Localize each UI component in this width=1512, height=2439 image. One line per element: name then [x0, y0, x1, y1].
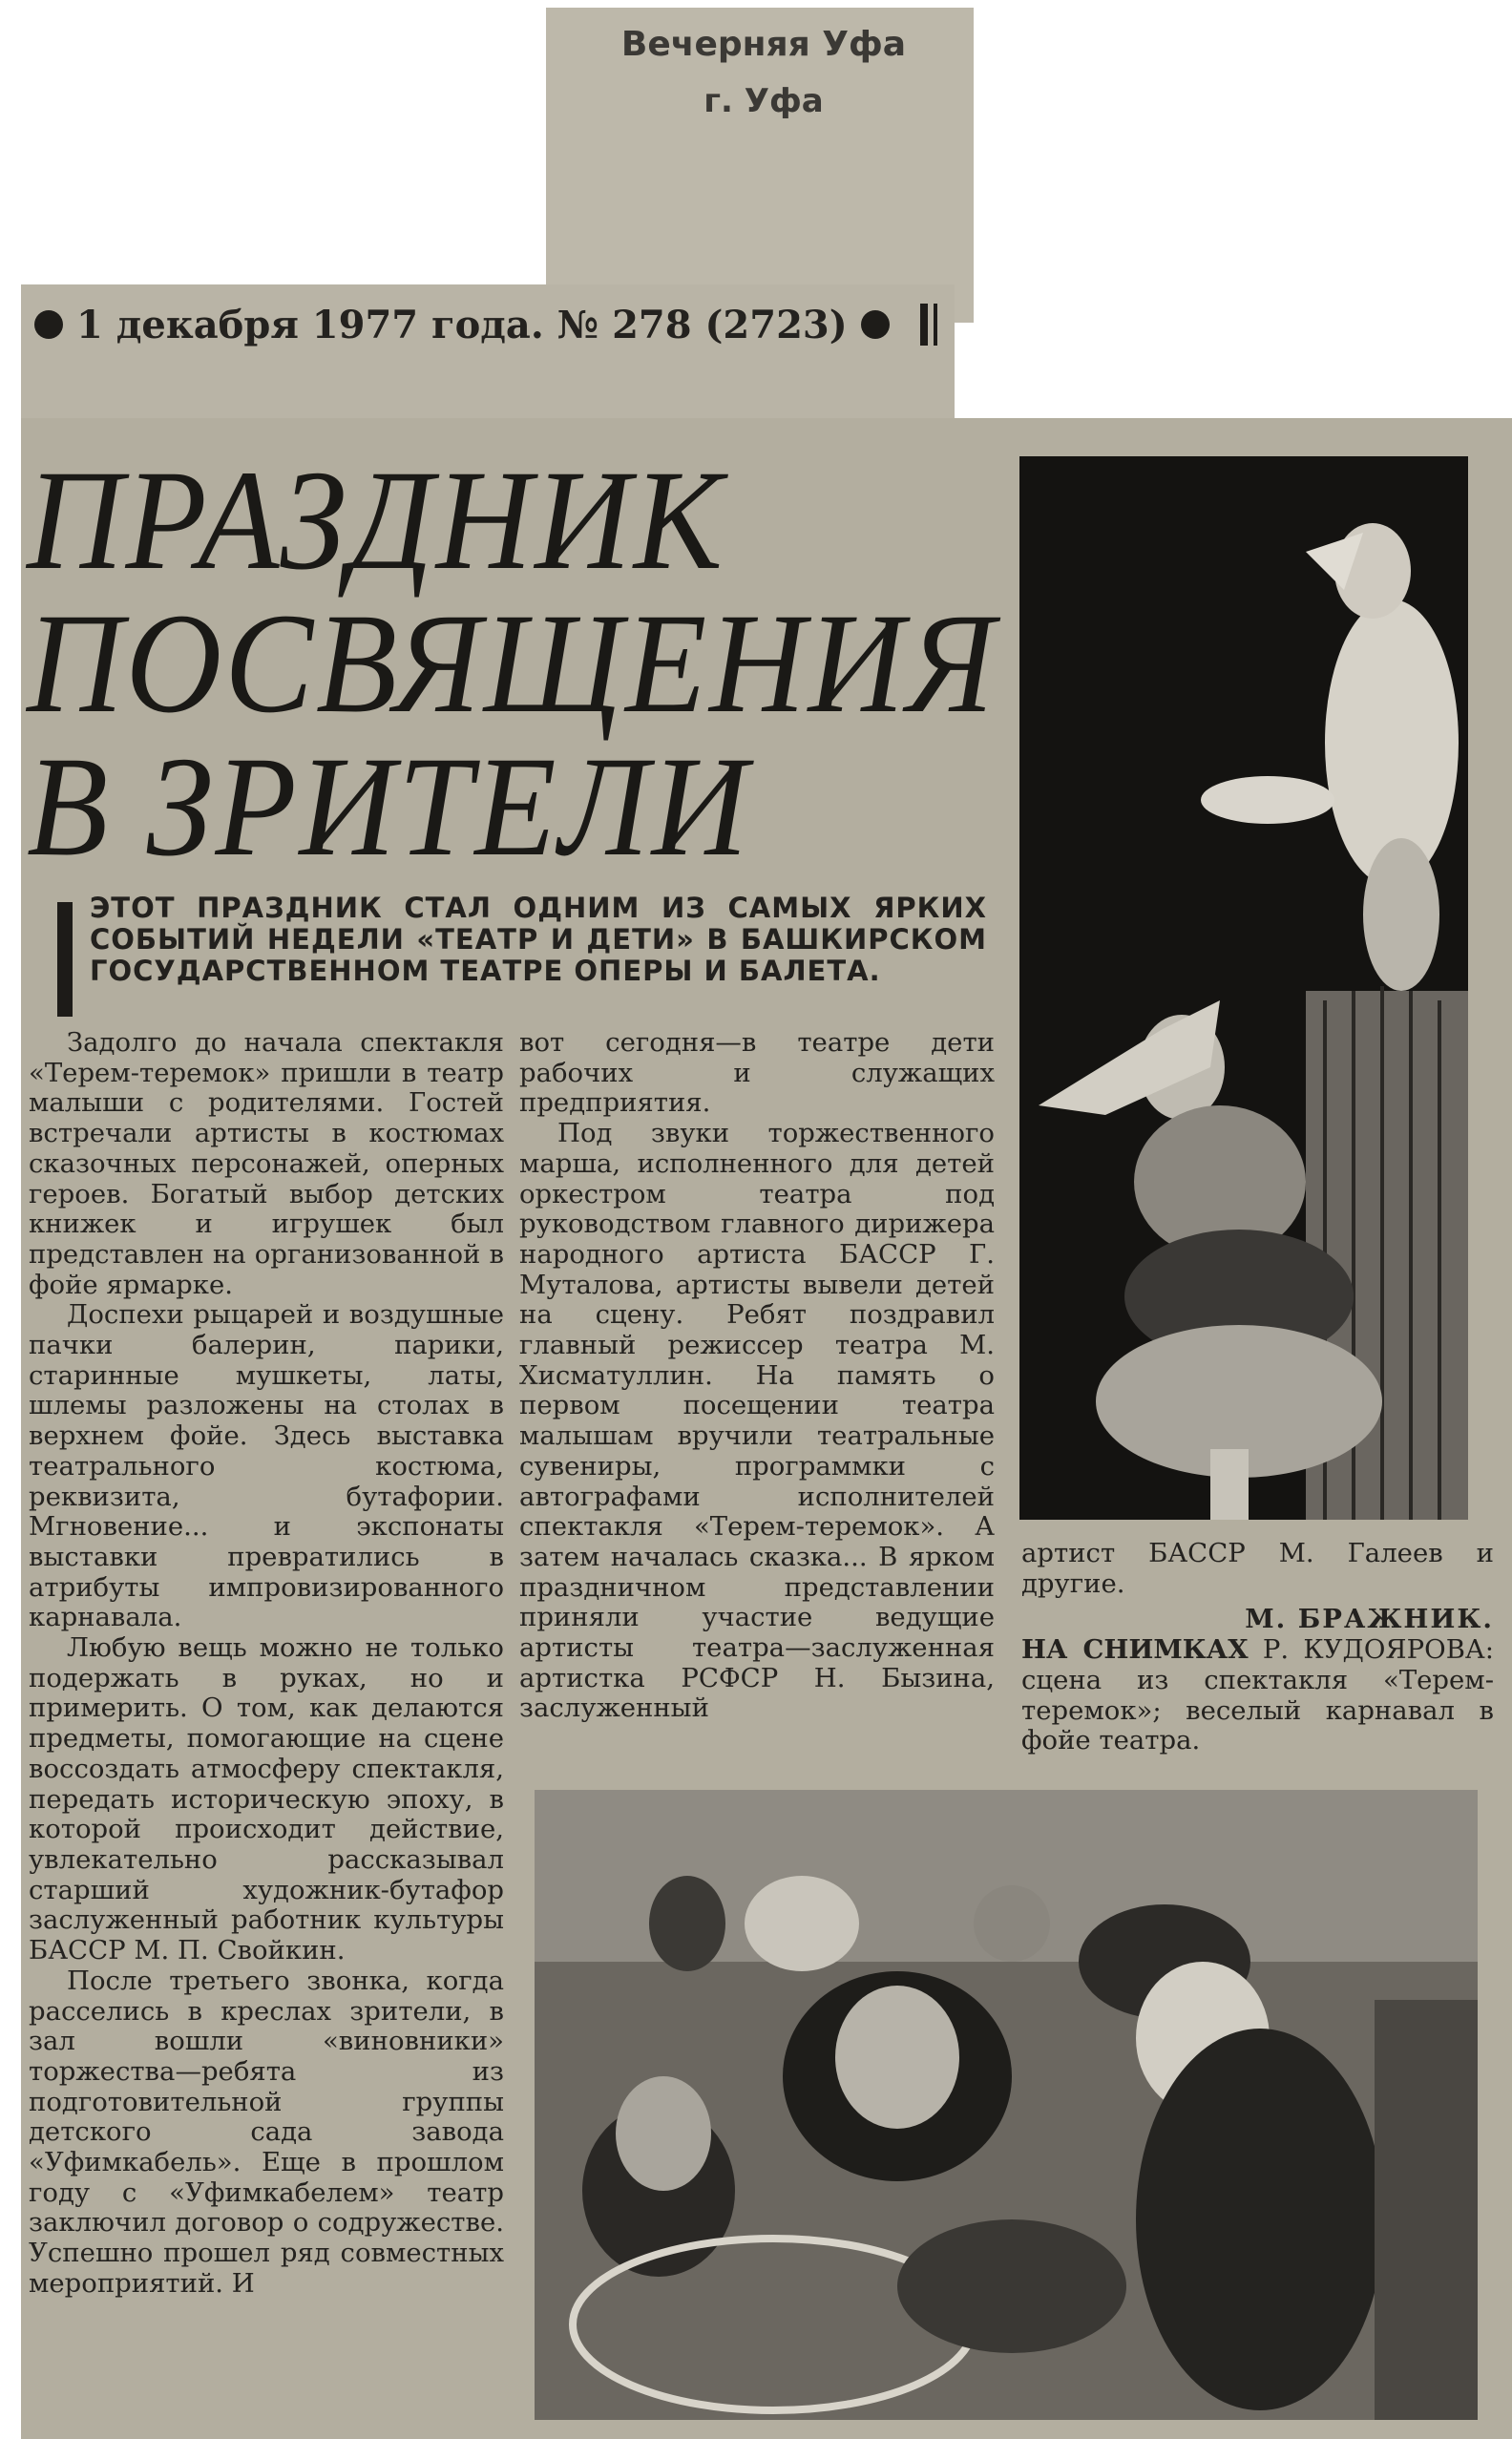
article-author: М. БРАЖНИК. [1245, 1604, 1494, 1635]
body-paragraph: После третьего звонка, когда расселись в креслах зрители, в зал вошли «виновники» торжества—ребята из подготовительной группы детского сада завода «Уфимкабель». Еще в прошлом году с «Уфимкабелем» театр заключил договор о содружестве. Успешно прошел ряд совместных мероприятий. И [29, 1965, 504, 2299]
stage-scene-photo [1019, 456, 1468, 1520]
rule-bar-icon [920, 304, 928, 346]
foyer-carnival-photo [535, 1790, 1478, 2420]
body-paragraph: Любую вещь можно не только подержать в руках, но и примерить. О том, как делаются предметы, помогающие на сцене воссоздать атмосферу спектакля, передать историческую эпоху, в которой происходит действие, увлекательно рассказывал старший художник-бутафор заслуженный работник культуры БАССР М. П. Свойкин. [29, 1632, 504, 1966]
article-column-2 [519, 1028, 995, 1724]
stamp-city: г. Уфа [704, 82, 824, 120]
bullet-dot-icon [34, 310, 63, 339]
body-paragraph: артист БАССР М. Галеев и другие. [1021, 1538, 1494, 1599]
lead-rule-bar [57, 902, 73, 1017]
issue-date-text: 1 декабря 1977 года. № 278 (2723) [76, 302, 848, 347]
foyer-carnival-illustration [535, 1790, 1478, 2420]
body-paragraph: Доспехи рыцарей и воздушные пачки балерин, парики, старинные мушкеты, латы, шлемы разложены на столах в верхнем фойе. Здесь выставка театрального костюма, реквизита, бутафории. Мгновение... и экспонаты выставки превратились в атрибуты импровизированного карнавала. [29, 1299, 504, 1633]
article-lead: ЭТОТ ПРАЗДНИК СТАЛ ОДНИМ ИЗ САМЫХ ЯРКИХ СОБЫТИЙ НЕДЕЛИ «ТЕАТР И ДЕТИ» В БАШКИРСКОМ ГОСУДАРСТВЕННОМ ТЕАТРЕ ОПЕРЫ И БАЛЕТА. [90, 892, 987, 987]
body-paragraph: вот сегодня—в театре дети рабочих и служащих предприятия. [519, 1027, 995, 1119]
article-column-1 [29, 1028, 504, 2300]
headline-line: В ЗРИТЕЛИ [27, 727, 751, 886]
stage-scene-illustration [1019, 456, 1468, 1520]
photo-caption [1021, 1635, 1494, 1756]
photo-caption-label: НА СНИМКАХ [1021, 1634, 1249, 1666]
article-headline [27, 441, 998, 886]
stamp-newspaper-name: Вечерняя Уфа [620, 25, 907, 64]
rule-bar-icon [934, 304, 937, 346]
headline-line: ПРАЗДНИК [27, 441, 725, 599]
body-paragraph: Задолго до начала спектакля «Терем-теремок» пришли в театр малыши с родителями. Гостей встречали артисты в костюмах сказочных персонажей, оперных героев. Богатый выбор детских книжек и игрушек был представлен на организованной в фойе ярмарке. [29, 1027, 504, 1300]
headline-line: ПОСВЯЩЕНИЯ [27, 584, 998, 743]
body-paragraph: Под звуки торжественного марша, исполненного для детей оркестром театра под руководством главного дирижера народного артиста БАССР Г. Муталова, артисты вывели детей на сцену. Ребят поздравил главный режиссер театра М. Хисматуллин. На память о первом посещении театра малышам вручили театральные сувениры, программки с автографами исполнителей спектакля «Терем-теремок». А затем началась сказка... В ярком праздничном представлении приняли участие ведущие артисты театра—заслуженная артистка РСФСР Н. Бызина, заслуженный [519, 1118, 995, 1724]
photo-caption-text: Р. КУДОЯРОВА: сцена из спектакля «Терем-теремок»; веселый карнавал в фойе театра. [1021, 1634, 1494, 1756]
issue-date-line [21, 296, 937, 353]
bullet-dot-icon [861, 310, 890, 339]
article-column-3 [1021, 1539, 1494, 1756]
